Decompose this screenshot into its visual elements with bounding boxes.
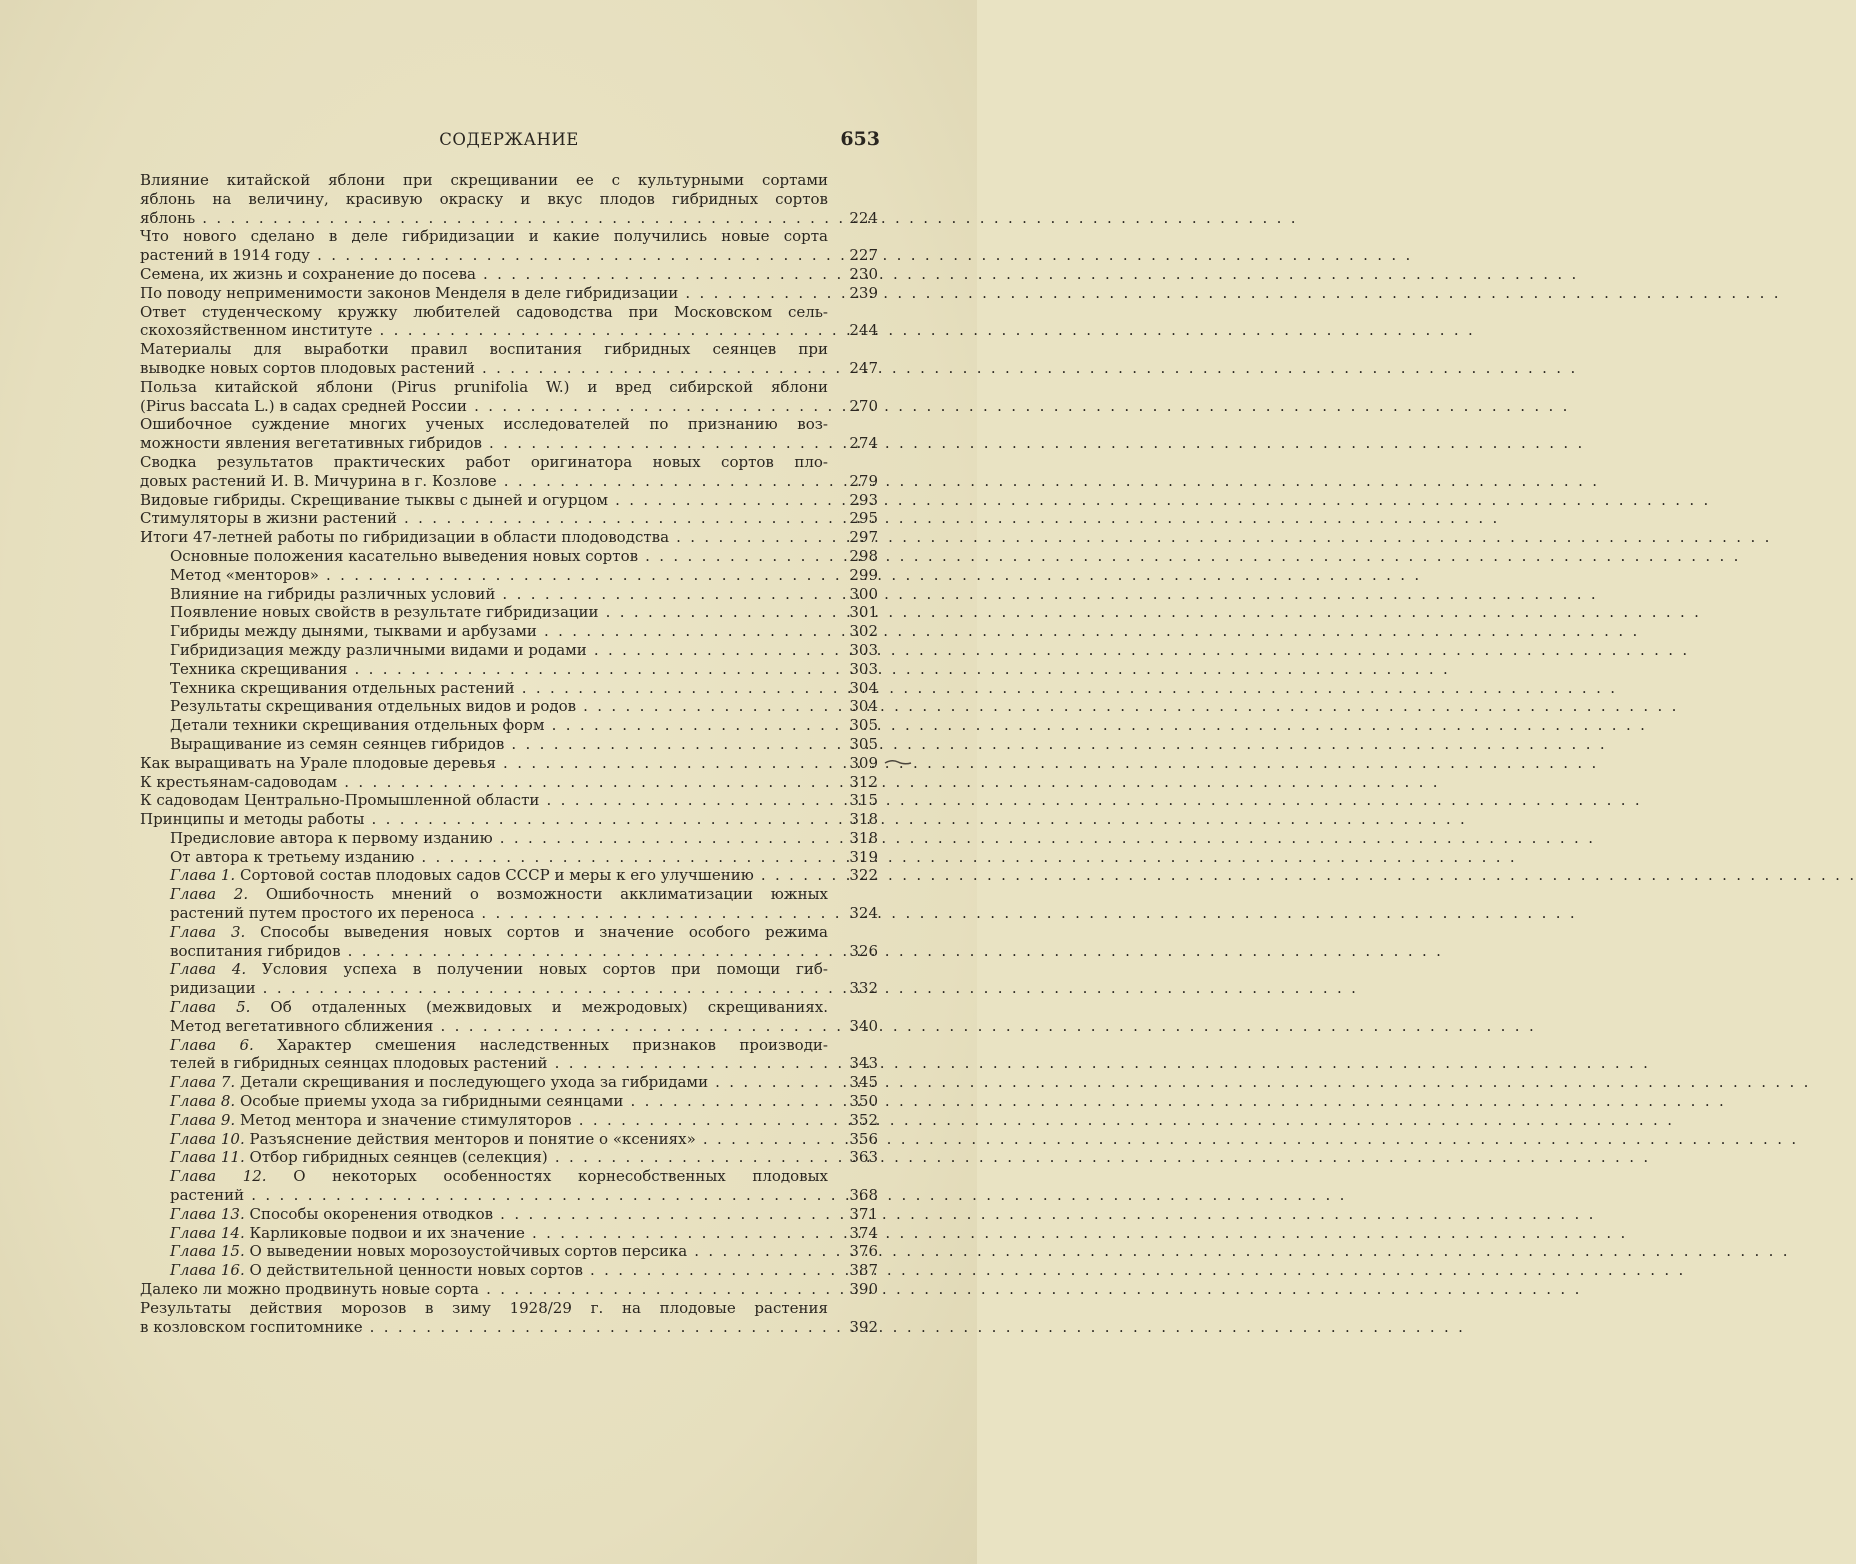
toc-page-number: 309 xyxy=(849,753,878,772)
toc-entry xyxy=(140,641,878,660)
toc-entry xyxy=(140,227,878,265)
toc-page-number: 376 xyxy=(849,1242,878,1261)
toc-line-text: растений путем простого их переноса xyxy=(170,904,475,923)
toc-line xyxy=(140,340,828,359)
toc-entry-title xyxy=(140,697,828,716)
toc-line-text: Как выращивать на Урале плодовые деревья xyxy=(140,753,496,772)
toc-page-number: 340 xyxy=(849,1016,878,1035)
toc-line-text: К крестьянам-садоводам xyxy=(140,772,338,791)
toc-line xyxy=(140,754,828,773)
toc-page-number: 224 xyxy=(849,208,878,227)
toc-entry-title xyxy=(140,810,828,829)
chapter-label: Глава 8. xyxy=(170,1092,236,1111)
toc-entry-title xyxy=(140,1167,828,1205)
toc-line-text: Способы окоренения отводков xyxy=(249,1204,494,1223)
toc-entry-title xyxy=(140,848,828,867)
toc-line xyxy=(140,509,828,528)
toc-entry-title xyxy=(140,791,828,810)
toc-line xyxy=(170,1130,828,1149)
toc-entry-title xyxy=(140,227,828,265)
toc-page-number: 303 xyxy=(849,640,878,659)
toc-page-number: 302 xyxy=(849,622,878,641)
toc-entry-title xyxy=(140,1073,828,1092)
toc-entry xyxy=(140,1205,878,1224)
toc-entry xyxy=(140,735,878,754)
toc-line-text: Выращивание из семян сеянцев гибридов xyxy=(170,734,505,753)
toc-entry-title xyxy=(140,1205,828,1224)
toc-line-text: О некоторых особенностях корнесобственных плодовых xyxy=(293,1167,828,1186)
toc-entry-title xyxy=(140,679,828,698)
chapter-label: Глава 1. xyxy=(170,866,236,885)
toc-entry xyxy=(140,603,878,622)
toc-line-text: (Pirus baccata L.) в садах средней России xyxy=(140,396,468,415)
toc-line xyxy=(170,829,828,848)
toc-entry xyxy=(140,754,878,773)
toc-line-text: Метод вегетативного сближения xyxy=(170,1016,434,1035)
toc-line-text: довых растений И. В. Мичурина в г. Козлове xyxy=(140,471,497,490)
toc-entry-title xyxy=(140,1261,828,1280)
toc-line-text: можности явления вегетативных гибридов xyxy=(140,434,482,453)
toc-entry xyxy=(140,697,878,716)
toc-line xyxy=(170,1186,828,1205)
toc-page-number: 305 xyxy=(849,734,878,753)
toc-entry-title xyxy=(140,960,828,998)
toc-line-text: Гибриды между дынями, тыквами и арбузами xyxy=(170,622,537,641)
toc-entry-title xyxy=(140,1299,828,1337)
toc-line xyxy=(140,246,828,265)
toc-line-text: Отбор гибридных сеянцев (селекция) xyxy=(249,1148,548,1167)
chapter-label: Глава 16. xyxy=(170,1261,245,1280)
toc-line-text: воспитания гибридов xyxy=(170,941,341,960)
toc-line xyxy=(170,1242,828,1261)
toc-entry-title xyxy=(140,1148,828,1167)
toc-entry xyxy=(140,1261,878,1280)
chapter-label: Глава 2. xyxy=(170,885,249,904)
toc-line-text: О действительной ценности новых сортов xyxy=(249,1261,583,1280)
toc-line xyxy=(170,960,828,979)
toc-entry xyxy=(140,547,878,566)
toc-line-text: К садоводам Центрально-Промышленной области xyxy=(140,791,540,810)
toc-entry-title xyxy=(140,1224,828,1243)
toc-page-number: 297 xyxy=(849,528,878,547)
chapter-label: Глава 10. xyxy=(170,1129,245,1148)
page-title: СОДЕРЖАНИЕ xyxy=(439,130,579,149)
toc-page-number: 293 xyxy=(849,490,878,509)
toc-entry xyxy=(140,622,878,641)
toc-line-text: Разъяснение действия менторов и понятие о «ксениях» xyxy=(249,1129,696,1148)
toc-page-number: 322 xyxy=(849,866,878,885)
toc-entry-title xyxy=(140,603,828,622)
toc-line-text: Появление новых свойств в результате гибридизации xyxy=(170,603,599,622)
toc-page-number: 304 xyxy=(849,697,878,716)
toc-entry-title xyxy=(140,491,828,510)
toc-page-number: 279 xyxy=(849,471,878,490)
toc-line xyxy=(140,434,828,453)
toc-line xyxy=(140,208,828,228)
toc-entry-title xyxy=(140,754,828,773)
toc-line xyxy=(170,660,828,679)
toc-line-text: Особые приемы ухода за гибридными сеянцами xyxy=(239,1092,624,1111)
toc-page-number: 227 xyxy=(849,246,878,265)
toc-entry-title xyxy=(140,528,828,547)
toc-line xyxy=(140,1317,828,1337)
toc-page-number: 374 xyxy=(849,1223,878,1242)
toc-entry-title xyxy=(140,171,828,227)
toc-line-text: Основные положения касательно выведения новых сортов xyxy=(170,546,639,565)
toc-entry xyxy=(140,1148,878,1167)
toc-entry-title xyxy=(140,303,828,341)
toc-line xyxy=(170,979,828,998)
toc-entry-title xyxy=(140,773,828,792)
toc-line-text: Детали техники скрещивания отдельных форм xyxy=(170,716,545,735)
toc-line-text: Сортовой состав плодовых садов СССР и меры к его улучшению xyxy=(239,866,754,885)
toc-page-number: 247 xyxy=(849,358,878,377)
toc-line-text: выводке новых сортов плодовых растений xyxy=(140,358,475,377)
table-of-contents xyxy=(140,171,878,1336)
toc-page-number: 303 xyxy=(849,659,878,678)
toc-entry xyxy=(140,923,878,961)
toc-entry-title xyxy=(140,998,828,1036)
chapter-label: Глава 13. xyxy=(170,1204,245,1223)
toc-entry xyxy=(140,1242,878,1261)
toc-line xyxy=(140,189,828,209)
toc-entry-title xyxy=(140,284,828,303)
toc-line-text: Техника скрещивания отдельных растений xyxy=(170,678,515,697)
toc-line-text: Влияние китайской яблони при скрещивании ее с культурными сортами xyxy=(140,171,828,189)
toc-entry xyxy=(140,415,878,453)
toc-page-number: 363 xyxy=(849,1148,878,1167)
toc-line xyxy=(140,791,828,810)
toc-page-number: 312 xyxy=(849,772,878,791)
toc-line-text: Условия успеха в получении новых сортов при помощи гиб- xyxy=(262,960,828,979)
toc-line-text: Влияние на гибриды различных условий xyxy=(170,584,496,603)
toc-entry xyxy=(140,998,878,1036)
toc-line-text: Карликовые подвои и их значение xyxy=(249,1223,525,1242)
toc-line-text: Польза китайской яблони (Pirus prunifolia W.) и вред сибирской яблони xyxy=(140,377,828,396)
toc-entry xyxy=(140,340,878,378)
chapter-label: Глава 9. xyxy=(170,1110,236,1129)
toc-page-number: 343 xyxy=(849,1054,878,1073)
toc-page-number: 345 xyxy=(849,1073,878,1092)
toc-line-text: От автора к третьему изданию xyxy=(170,847,415,866)
toc-entry-title xyxy=(140,585,828,604)
toc-line-text: Далеко ли можно продвинуть новые сорта xyxy=(140,1280,480,1299)
toc-entry-title xyxy=(140,1280,828,1299)
toc-page-number: 305 xyxy=(849,716,878,735)
toc-line xyxy=(170,603,828,622)
toc-line xyxy=(140,321,828,340)
chapter-label: Глава 5. xyxy=(170,998,251,1017)
toc-line-text: Об отдаленных (межвидовых и межродовых) скрещиваниях. xyxy=(270,998,828,1017)
toc-entry-title xyxy=(140,509,828,528)
toc-entry xyxy=(140,885,878,923)
page-number: 653 xyxy=(840,128,880,150)
toc-line-text: Видовые гибриды. Скрещивание тыквы с дыней и огурцом xyxy=(140,490,608,509)
toc-line xyxy=(140,415,828,434)
toc-line xyxy=(170,1205,828,1224)
toc-line xyxy=(170,566,828,585)
toc-line xyxy=(170,1073,828,1092)
toc-entry-title xyxy=(140,378,828,416)
toc-entry xyxy=(140,171,878,227)
toc-entry-title xyxy=(140,566,828,585)
toc-line xyxy=(170,585,828,604)
toc-page-number: 274 xyxy=(849,434,878,453)
toc-entry-title xyxy=(140,735,828,754)
toc-line-text: в козловском госпитомнике xyxy=(140,1317,363,1336)
toc-line-text: растений xyxy=(170,1186,245,1205)
toc-line xyxy=(170,735,828,754)
toc-line-text: Метод «менторов» xyxy=(170,565,319,584)
toc-line-text: Принципы и методы работы xyxy=(140,810,365,829)
chapter-label: Глава 3. xyxy=(170,922,246,941)
toc-line-text: яблонь на величину, красивую окраску и вкус плодов гибридных сортов xyxy=(140,189,828,208)
toc-entry xyxy=(140,679,878,698)
toc-line-text: Гибридизация между различными видами и родами xyxy=(170,640,587,659)
toc-page-number: 392 xyxy=(849,1317,878,1336)
toc-entry xyxy=(140,810,878,829)
toc-page-number: 315 xyxy=(849,791,878,810)
toc-line-text: Результаты скрещивания отдельных видов и родов xyxy=(170,697,577,716)
toc-page-number: 332 xyxy=(849,979,878,998)
toc-line xyxy=(140,1298,828,1318)
toc-line-text: Стимуляторы в жизни растений xyxy=(140,509,397,528)
toc-line xyxy=(170,547,828,566)
toc-line-text: Сводка результатов практических работ оригинатора новых сортов пло- xyxy=(140,452,828,471)
toc-entry-title xyxy=(140,923,828,961)
toc-entry-title xyxy=(140,1092,828,1111)
toc-line-text: По поводу неприменимости законов Менделя в деле гибридизации xyxy=(140,283,679,302)
toc-line-text: Характер смешения наследственных признаков производи- xyxy=(277,1035,828,1054)
chapter-label: Глава 4. xyxy=(170,960,247,979)
toc-line xyxy=(170,1167,828,1186)
toc-page-number: 350 xyxy=(849,1092,878,1111)
toc-line xyxy=(170,1092,828,1111)
toc-line xyxy=(140,358,828,378)
toc-entry-title xyxy=(140,547,828,566)
toc-line-text: Ответ студенческому кружку любителей садоводства при Московском сель- xyxy=(140,302,828,321)
toc-line-text: Что нового сделано в деле гибридизации и какие получились новые сорта xyxy=(140,227,828,246)
toc-line-text: Детали скрещивания и последующего ухода за гибридами xyxy=(239,1073,709,1092)
toc-entry xyxy=(140,1130,878,1149)
toc-line xyxy=(140,377,828,397)
toc-line xyxy=(170,697,828,716)
toc-line-text: Итоги 47-летней работы по гибридизации в области плодоводства xyxy=(140,528,670,547)
toc-line-text: Семена, их жизнь и сохранение до посева xyxy=(140,264,476,283)
toc-line xyxy=(140,491,828,510)
toc-line xyxy=(170,679,828,698)
toc-line xyxy=(140,227,828,246)
toc-page-number: 230 xyxy=(849,264,878,283)
page-header xyxy=(138,128,880,152)
toc-entry xyxy=(140,848,878,867)
toc-entry xyxy=(140,528,878,547)
toc-page-number: 387 xyxy=(849,1261,878,1280)
toc-entry xyxy=(140,265,878,284)
toc-entry xyxy=(140,716,878,735)
toc-line xyxy=(170,922,828,942)
toc-line-text: Ошибочность мнений о возможности акклиматизации южных xyxy=(265,885,828,904)
toc-page-number: 324 xyxy=(849,904,878,923)
toc-line xyxy=(170,1111,828,1130)
toc-page-number: 318 xyxy=(849,828,878,847)
toc-line-text: Материалы для выработки правил воспитания гибридных сеянцев при xyxy=(140,340,828,359)
toc-line-text: растений в 1914 году xyxy=(140,246,310,265)
toc-line xyxy=(170,866,828,885)
chapter-label: Глава 11. xyxy=(170,1148,245,1167)
toc-entry xyxy=(140,1224,878,1243)
toc-line xyxy=(170,941,828,961)
toc-line-text: О выведении новых морозоустойчивых сортов персика xyxy=(249,1242,688,1261)
toc-entry xyxy=(140,1280,878,1299)
toc-line xyxy=(170,1261,828,1280)
toc-page-number: 371 xyxy=(849,1204,878,1223)
toc-page-number: 356 xyxy=(849,1129,878,1148)
toc-entry-title xyxy=(140,622,828,641)
chapter-label: Глава 15. xyxy=(170,1242,245,1261)
toc-entry xyxy=(140,773,878,792)
toc-entry xyxy=(140,303,878,341)
toc-page-number: 295 xyxy=(849,509,878,528)
toc-line xyxy=(140,396,828,416)
toc-line-text: Предисловие автора к первому изданию xyxy=(170,828,493,847)
toc-page-number: 304 xyxy=(849,678,878,697)
toc-entry xyxy=(140,566,878,585)
toc-entry-title xyxy=(140,1111,828,1130)
toc-line-text: Метод ментора и значение стимуляторов xyxy=(239,1110,572,1129)
toc-page-number: 318 xyxy=(849,810,878,829)
toc-line xyxy=(140,471,828,491)
toc-entry xyxy=(140,453,878,491)
toc-entry-title xyxy=(140,660,828,679)
toc-entry-title xyxy=(140,1130,828,1149)
toc-entry xyxy=(140,1073,878,1092)
toc-line xyxy=(170,904,828,923)
toc-line xyxy=(170,716,828,735)
toc-entry-title xyxy=(140,415,828,453)
toc-page-number: 368 xyxy=(849,1186,878,1205)
toc-page-number: 239 xyxy=(849,283,878,302)
toc-line-text: Техника скрещивания xyxy=(170,659,348,678)
toc-page-number: 300 xyxy=(849,584,878,603)
toc-entry xyxy=(140,1036,878,1074)
chapter-label: Глава 7. xyxy=(170,1073,236,1092)
toc-line xyxy=(170,885,828,904)
toc-line xyxy=(140,810,828,829)
toc-entry-title xyxy=(140,453,828,491)
toc-entry-title xyxy=(140,1242,828,1261)
toc-entry xyxy=(140,660,878,679)
toc-entry xyxy=(140,1299,878,1337)
toc-entry xyxy=(140,491,878,510)
toc-page-number: 326 xyxy=(849,941,878,960)
toc-entry-title xyxy=(140,885,828,923)
margin-pencil-mark xyxy=(884,757,912,767)
toc-line xyxy=(140,773,828,792)
toc-entry-title xyxy=(140,866,828,885)
toc-line xyxy=(170,1035,828,1055)
toc-line xyxy=(170,1224,828,1243)
toc-page-number: 270 xyxy=(849,396,878,415)
toc-line xyxy=(170,622,828,641)
toc-line xyxy=(170,998,828,1017)
toc-entry xyxy=(140,1167,878,1205)
toc-line xyxy=(170,1148,828,1167)
toc-entry-title xyxy=(140,265,828,284)
chapter-label: Глава 12. xyxy=(170,1167,267,1186)
toc-line-text: яблонь xyxy=(140,208,196,227)
toc-page-number: 319 xyxy=(849,847,878,866)
toc-entry-title xyxy=(140,1036,828,1074)
toc-entry-title xyxy=(140,641,828,660)
toc-line xyxy=(170,848,828,867)
toc-entry-title xyxy=(140,829,828,848)
toc-page-number: 298 xyxy=(849,546,878,565)
toc-line-text: телей в гибридных сеянцах плодовых растений xyxy=(170,1054,548,1073)
toc-line xyxy=(140,284,828,303)
toc-entry xyxy=(140,284,878,303)
toc-page-number: 301 xyxy=(849,603,878,622)
toc-page-number: 352 xyxy=(849,1110,878,1129)
toc-line-text: Результаты действия морозов в зиму 1928/29 г. на плодовые растения xyxy=(140,1298,828,1317)
toc-page-number: 390 xyxy=(849,1280,878,1299)
toc-line xyxy=(140,452,828,472)
toc-line xyxy=(140,171,828,190)
toc-line xyxy=(140,265,828,284)
toc-entry xyxy=(140,378,878,416)
toc-entry-title xyxy=(140,340,828,378)
toc-entry xyxy=(140,585,878,604)
toc-page-number: 244 xyxy=(849,321,878,340)
toc-entry-title xyxy=(140,716,828,735)
toc-entry xyxy=(140,1092,878,1111)
toc-line-text: скохозяйственном институте xyxy=(140,321,373,340)
toc-line-text: Способы выведения новых сортов и значение особого режима xyxy=(260,922,828,941)
toc-line xyxy=(140,528,828,547)
toc-entry xyxy=(140,791,878,810)
toc-entry xyxy=(140,960,878,998)
toc-entry xyxy=(140,1111,878,1130)
toc-page-number: 299 xyxy=(849,565,878,584)
toc-entry xyxy=(140,829,878,848)
toc-line-text: ридизации xyxy=(170,979,256,998)
toc-entry xyxy=(140,509,878,528)
toc-line xyxy=(170,1054,828,1073)
toc-line xyxy=(140,1280,828,1299)
toc-line xyxy=(170,641,828,660)
toc-entry xyxy=(140,866,878,885)
chapter-label: Глава 6. xyxy=(170,1035,254,1054)
toc-line-text: Ошибочное суждение многих ученых исследователей по признанию воз- xyxy=(140,415,828,434)
toc-line xyxy=(170,1016,828,1036)
chapter-label: Глава 14. xyxy=(170,1223,245,1242)
toc-line xyxy=(140,302,828,322)
